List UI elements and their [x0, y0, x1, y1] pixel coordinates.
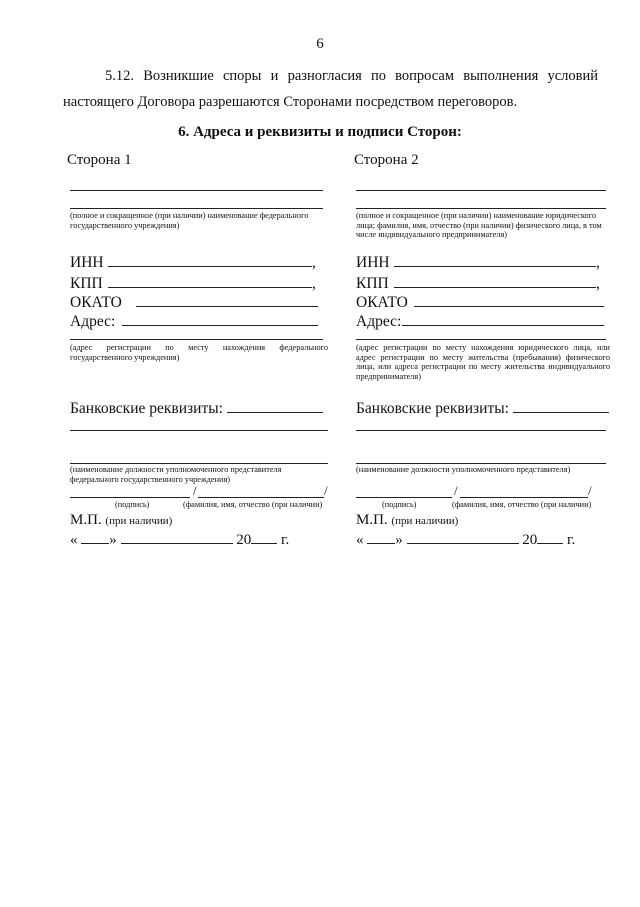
party1-position-line[interactable] — [70, 463, 328, 464]
party1-sign-slash-2: / — [324, 483, 328, 498]
party2-kpp-row — [356, 273, 600, 293]
party2-kpp-label: КПП — [356, 275, 389, 292]
party2-title: Сторона 2 — [354, 152, 419, 168]
party1-year-field[interactable] — [251, 529, 277, 544]
party2-kpp-field[interactable] — [394, 273, 596, 288]
party2-month-field[interactable] — [407, 529, 519, 544]
party2-mp-note: (при наличии) — [391, 515, 459, 527]
party1-address-line-2[interactable] — [70, 339, 323, 340]
party2-year-suffix: г. — [567, 532, 576, 548]
party1-bank-line-2[interactable] — [70, 430, 328, 431]
party2-address-row — [356, 311, 604, 331]
party2-inn-row — [356, 252, 600, 272]
party1-inn-field[interactable] — [108, 252, 312, 267]
party1-month-field[interactable] — [121, 529, 233, 544]
party2-position-caption: (наименование должности уполномоченного представителя) — [356, 465, 571, 474]
party2-inn-field[interactable] — [394, 252, 596, 267]
party1-inn-row — [70, 252, 316, 272]
party1-address-caption: (адрес регистрации по месту нахождения федерального государственного учреждения) — [70, 343, 328, 362]
party1-signature-caption: (подпись) — [115, 500, 150, 509]
party1-date-row — [70, 529, 289, 549]
party1-address-label: Адрес: — [70, 313, 116, 330]
party2-year-field[interactable] — [537, 529, 563, 544]
party1-kpp-row — [70, 273, 316, 293]
section-title: 6. Адреса и реквизиты и подписи Сторон: — [178, 124, 462, 140]
party2-fio-line[interactable] — [460, 497, 588, 498]
party1-name-line-2[interactable] — [70, 208, 323, 209]
party1-mp-note: (при наличии) — [105, 515, 173, 527]
party2-year-prefix: 20 — [522, 532, 538, 548]
party1-year-suffix: г. — [281, 532, 290, 548]
party1-position-caption: (наименование должности уполномоченного представителя федерального государственного учреждения) — [70, 465, 282, 484]
party2-sign-slash-1: / — [454, 483, 458, 498]
party2-bank-line-2[interactable] — [356, 430, 606, 431]
party2-inn-label: ИНН — [356, 254, 390, 271]
party1-okato-row — [70, 292, 318, 312]
party1-fio-line[interactable] — [198, 497, 324, 498]
party2-fio-caption: (фамилия, имя, отчество (при наличии) — [452, 500, 592, 509]
party1-okato-field[interactable] — [136, 292, 318, 307]
party1-address-field[interactable] — [122, 311, 318, 326]
party2-name-caption: (полное и сокращенное (при наличии) наименование юридического лица; фамилия, имя, отчество (при наличии) физического лица, в том числе индивидуального предпринимателя) — [356, 211, 602, 240]
party1-date-close-quote: » — [109, 532, 117, 548]
party1-bank-label: Банковские реквизиты: — [70, 400, 223, 417]
party1-sign-slash-1: / — [193, 483, 197, 498]
page-number: 6 — [316, 36, 324, 52]
party1-inn-label: ИНН — [70, 254, 104, 271]
party2-signature-line[interactable] — [356, 497, 452, 498]
party2-name-line-1[interactable] — [356, 190, 606, 191]
party2-kpp-comma: , — [596, 275, 600, 292]
party1-bank-row — [70, 398, 323, 418]
party1-year-prefix: 20 — [236, 532, 252, 548]
party1-title: Сторона 1 — [67, 152, 132, 168]
party2-okato-label: ОКАТО — [356, 294, 408, 311]
party2-date-row — [356, 529, 575, 549]
party1-mp-label: М.П. — [70, 512, 102, 528]
party1-kpp-label: КПП — [70, 275, 103, 292]
party1-signature-line[interactable] — [70, 497, 190, 498]
party2-bank-field[interactable] — [513, 398, 609, 413]
party2-stamp — [356, 512, 458, 529]
party1-name-caption: (полное и сокращенное (при наличии) наименование федерального государственного учреждения) — [70, 211, 309, 230]
party2-name-line-2[interactable] — [356, 208, 606, 209]
party2-inn-comma: , — [596, 254, 600, 271]
party1-bank-field[interactable] — [227, 398, 323, 413]
party1-day-field[interactable] — [81, 529, 109, 544]
party2-address-line-2[interactable] — [356, 339, 606, 340]
party1-kpp-field[interactable] — [108, 273, 312, 288]
party2-bank-label: Банковские реквизиты: — [356, 400, 509, 417]
party2-okato-row — [356, 292, 604, 312]
party2-sign-slash-2: / — [588, 483, 592, 498]
party1-fio-caption: (фамилия, имя, отчество (при наличии) — [183, 500, 323, 509]
party2-address-caption: (адрес регистрации по месту нахождения юридического лица, или адрес регистрации по месту жительства (пребывания) физического лица, или адреса регистрации по месту жительства индивидуального предпринимателя) — [356, 343, 610, 381]
party2-position-line[interactable] — [356, 463, 606, 464]
party1-date-open-quote: « — [70, 532, 78, 548]
party2-okato-field[interactable] — [414, 292, 604, 307]
party1-name-line-1[interactable] — [70, 190, 323, 191]
clause-5-12: 5.12. Возникшие споры и разногласия по вопросам выполнения условий настоящего Договора разрешаются Сторонами посредством переговоров. — [63, 68, 598, 110]
party1-okato-label: ОКАТО — [70, 294, 122, 311]
party2-signature-caption: (подпись) — [382, 500, 417, 509]
party1-kpp-comma: , — [312, 275, 316, 292]
party2-date-close-quote: » — [395, 532, 403, 548]
party2-bank-row — [356, 398, 609, 418]
party2-address-label: Адрес: — [356, 313, 402, 330]
party2-day-field[interactable] — [367, 529, 395, 544]
party1-stamp — [70, 512, 172, 529]
party1-inn-comma: , — [312, 254, 316, 271]
party2-date-open-quote: « — [356, 532, 364, 548]
party2-mp-label: М.П. — [356, 512, 388, 528]
party1-address-row — [70, 311, 318, 331]
party2-address-field[interactable] — [402, 311, 604, 326]
